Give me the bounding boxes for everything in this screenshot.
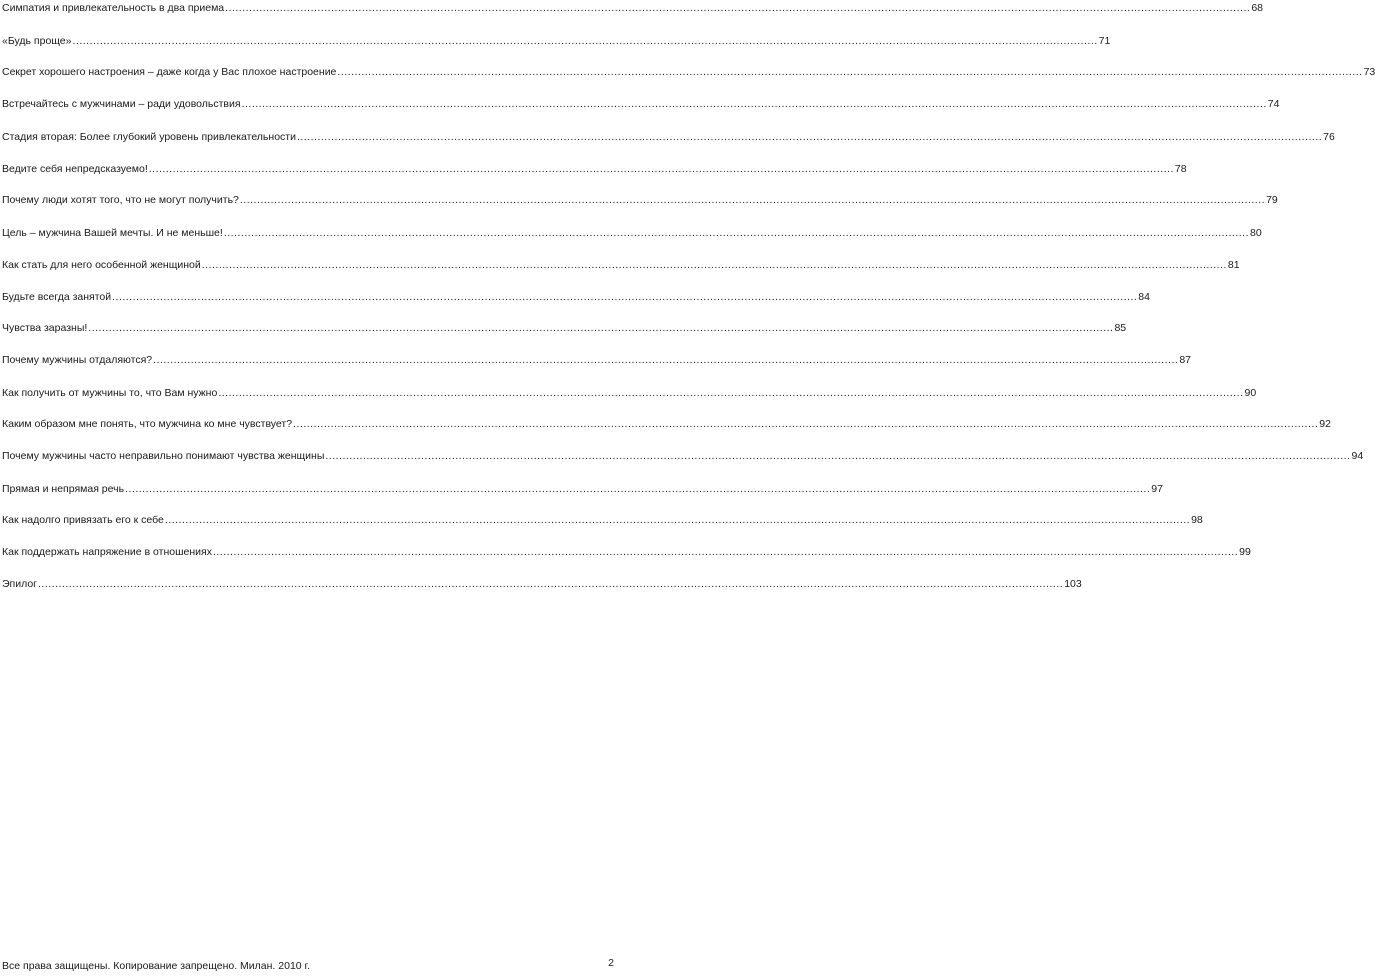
toc-entry-title: Прямая и непрямая речь bbox=[2, 483, 125, 495]
footer-copyright: Все права защищены. Копирование запрещено. Милан. 2010 г. bbox=[2, 960, 311, 972]
toc-entry[interactable] bbox=[2, 257, 1240, 271]
toc-entry[interactable] bbox=[2, 64, 1375, 78]
toc-dot-leader: ............................................................................................................................................................................................................................................................................................................ bbox=[164, 514, 1191, 526]
toc-entry-page: 78 bbox=[1174, 163, 1187, 175]
toc-entry-page: 92 bbox=[1319, 418, 1331, 430]
toc-entry-title: «Будь проще» bbox=[2, 35, 72, 47]
toc-entry[interactable] bbox=[2, 289, 1150, 303]
toc-entry[interactable] bbox=[2, 96, 1280, 110]
toc-entry[interactable] bbox=[2, 33, 1111, 47]
toc-dot-leader: ............................................................................................................................................................................................................................................................................................................ bbox=[337, 66, 1363, 78]
toc-entry[interactable] bbox=[2, 225, 1262, 239]
toc-entry-page: 84 bbox=[1138, 291, 1150, 303]
toc-entry-title: Встречайтесь с мужчинами – ради удовольствия bbox=[2, 98, 241, 110]
toc-dot-leader: ............................................................................................................................................................................................................................................................................................................ bbox=[212, 546, 1239, 558]
toc-entry-title: Чувства заразны! bbox=[2, 322, 88, 334]
toc-entry-page: 97 bbox=[1151, 483, 1163, 495]
toc-dot-leader: ............................................................................................................................................................................................................................................................................................................ bbox=[223, 227, 1249, 239]
toc-dot-leader: ............................................................................................................................................................................................................................................................................................................ bbox=[225, 2, 1251, 14]
toc-entry[interactable] bbox=[2, 544, 1251, 558]
toc-entry[interactable] bbox=[2, 0, 1263, 14]
toc-dot-leader: ............................................................................................................................................................................................................................................................................................................ bbox=[38, 578, 1064, 590]
toc-entry-title: Симпатия и привлекательность в два приема bbox=[2, 2, 225, 14]
toc-entry-title: Стадия вторая: Более глубокий уровень привлекательности bbox=[2, 131, 296, 143]
toc-entry-page: 81 bbox=[1227, 259, 1240, 271]
toc-dot-leader: ............................................................................................................................................................................................................................................................................................................ bbox=[153, 354, 1179, 366]
toc-entry-title: Почему мужчины отдаляются? bbox=[2, 354, 153, 366]
toc-entry-page: 98 bbox=[1191, 514, 1203, 526]
toc-entry[interactable] bbox=[2, 352, 1191, 366]
toc-entry[interactable] bbox=[2, 512, 1203, 526]
toc-entry-title: Каким образом мне понять, что мужчина ко мне чувствует? bbox=[2, 418, 293, 430]
toc-entry-title: Секрет хорошего настроения – даже когда у Вас плохое настроение bbox=[2, 66, 337, 78]
toc-entry-title: Почему люди хотят того, что не могут получить? bbox=[2, 194, 239, 206]
toc-entry-title: Будьте всегда занятой bbox=[2, 291, 112, 303]
toc-entry-page: 73 bbox=[1363, 66, 1375, 78]
toc-dot-leader: ............................................................................................................................................................................................................................................................................................................ bbox=[239, 194, 1266, 206]
toc-dot-leader: ............................................................................................................................................................................................................................................................................................................ bbox=[325, 450, 1351, 462]
toc-dot-leader: ............................................................................................................................................................................................................................................................................................................ bbox=[72, 35, 1098, 47]
toc-entry-page: 99 bbox=[1239, 546, 1251, 558]
toc-entry-title: Как надолго привязать его к себе bbox=[2, 514, 164, 526]
toc-entry-title: Как стать для него особенной женщиной bbox=[2, 259, 201, 271]
toc-entry[interactable] bbox=[2, 416, 1331, 430]
toc-entry[interactable] bbox=[2, 129, 1335, 143]
toc-entry-title: Цель – мужчина Вашей мечты. И не меньше! bbox=[2, 227, 223, 239]
toc-entry-page: 90 bbox=[1244, 387, 1257, 399]
toc-entry-page: 79 bbox=[1266, 194, 1278, 206]
toc-dot-leader: ............................................................................................................................................................................................................................................................................................................ bbox=[125, 483, 1151, 495]
toc-entry[interactable] bbox=[2, 448, 1364, 462]
toc-entry[interactable] bbox=[2, 481, 1163, 495]
toc-entry-page: 85 bbox=[1114, 322, 1127, 334]
toc-entry-page: 94 bbox=[1351, 450, 1364, 462]
toc-entry[interactable] bbox=[2, 161, 1187, 175]
toc-entry[interactable] bbox=[2, 385, 1257, 399]
toc-dot-leader: ............................................................................................................................................................................................................................................................................................................ bbox=[241, 98, 1267, 110]
toc-entry-title: Как поддержать напряжение в отношениях bbox=[2, 546, 212, 558]
toc-entry-page: 103 bbox=[1064, 578, 1082, 590]
toc-dot-leader: ............................................................................................................................................................................................................................................................................................................ bbox=[112, 291, 1138, 303]
toc-entry-page: 71 bbox=[1098, 35, 1111, 47]
toc-dot-leader: ............................................................................................................................................................................................................................................................................................................ bbox=[218, 387, 1244, 399]
toc-entry-title: Почему мужчины часто неправильно понимают чувства женщины bbox=[2, 450, 325, 462]
toc-entry-page: 76 bbox=[1323, 131, 1335, 143]
toc-dot-leader: ............................................................................................................................................................................................................................................................................................................ bbox=[148, 163, 1174, 175]
toc-entry-page: 87 bbox=[1179, 354, 1191, 366]
toc-dot-leader: ............................................................................................................................................................................................................................................................................................................ bbox=[88, 322, 1114, 334]
toc-dot-leader: ............................................................................................................................................................................................................................................................................................................ bbox=[201, 259, 1227, 271]
toc-entry[interactable] bbox=[2, 576, 1082, 590]
toc-entry-title: Как получить от мужчины то, что Вам нужно bbox=[2, 387, 218, 399]
toc-entry-title: Ведите себя непредсказуемо! bbox=[2, 163, 148, 175]
toc-entry-page: 74 bbox=[1267, 98, 1280, 110]
toc-entry[interactable] bbox=[2, 320, 1127, 334]
toc-entry[interactable] bbox=[2, 192, 1278, 206]
toc-dot-leader: ............................................................................................................................................................................................................................................................................................................ bbox=[296, 131, 1323, 143]
toc-dot-leader: ............................................................................................................................................................................................................................................................................................................ bbox=[293, 418, 1319, 430]
page-number: 2 bbox=[608, 957, 614, 969]
toc-entry-page: 68 bbox=[1251, 2, 1263, 14]
toc-entry-title: Эпилог bbox=[2, 578, 38, 590]
toc-entry-page: 80 bbox=[1250, 227, 1262, 239]
